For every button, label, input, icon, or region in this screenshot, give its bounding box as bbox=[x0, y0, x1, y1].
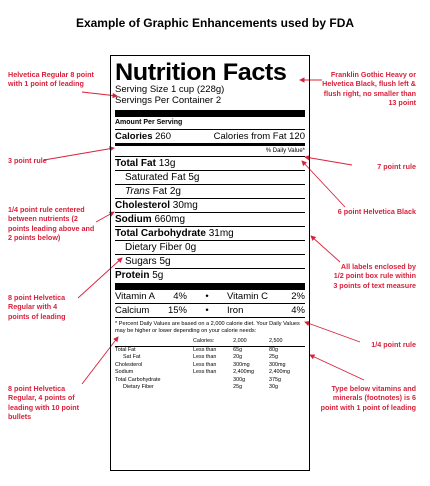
nutrient-row-total-carbohydrate: Total Carbohydrate 31mg bbox=[115, 226, 305, 240]
page-title: Example of Graphic Enhancements used by FDA bbox=[75, 16, 355, 30]
annotation-quarter-rule-centered: 1/4 point rule centered between nutrients (2 points leading above and 2 points below) bbox=[8, 205, 95, 243]
calories-label: Calories bbox=[115, 130, 153, 142]
arrow-7-point-rule bbox=[305, 157, 352, 165]
annotation-3-point-rule: 3 point rule bbox=[8, 156, 47, 165]
footnote-text: * Percent Daily Values are based on a 2,000 calorie diet. Your Daily Values may be higher or lower depending on your calorie needs: bbox=[115, 320, 300, 335]
arrow-type-below-vitamins bbox=[310, 355, 364, 380]
table-row: Dietary Fiber 25g 30g bbox=[123, 384, 279, 391]
table-row: Total Carbohydrate 300g 375g bbox=[115, 376, 282, 383]
amount-per-serving: Amount Per Serving bbox=[115, 118, 183, 126]
annotation-7-point-rule: 7 point rule bbox=[377, 162, 416, 171]
annotation-franklin-gothic: Franklin Gothic Heavy or Helvetica Black, flush left & flush right, no smaller than 13 point bbox=[322, 70, 416, 108]
nutrient-row-saturated-fat: Saturated Fat 5g bbox=[115, 170, 305, 184]
nutrition-facts-title: Nutrition Facts bbox=[115, 59, 287, 86]
table-row: Sat Fat Less than 20g 25g bbox=[123, 354, 279, 361]
nutrient-row-protein: Protein 5g bbox=[115, 268, 305, 282]
arrow-box-rule bbox=[311, 236, 340, 262]
nutrient-row-sodium: Sodium 660mg bbox=[115, 212, 305, 226]
servings-per-container: Servings Per Container 2 bbox=[115, 94, 222, 106]
calories-row bbox=[115, 129, 305, 143]
annotation-helvetica-regular-8: Helvetica Regular 8 point with 1 point of leading bbox=[8, 70, 94, 89]
annotation-type-below-vitamins: Type below vitamins and minerals (footnotes) is 6 point with 1 point of leading bbox=[320, 384, 416, 412]
annotation-box-rule: All labels enclosed by 1/2 point box rule within 3 points of text measure bbox=[333, 262, 416, 290]
nutrient-row-trans-fat: Trans Fat 2g bbox=[115, 184, 305, 198]
daily-value-header: % Daily Value* bbox=[265, 147, 305, 154]
annotation-6-point-black: 6 point Helvetica Black bbox=[337, 207, 416, 216]
table-row: Total Fat Less than 65g 80g bbox=[115, 346, 279, 353]
vitamin-row: Vitamin A 4% • Vitamin C 2% bbox=[115, 290, 305, 302]
footnote-table-header: Calories: 2,000 2,500 bbox=[115, 338, 305, 346]
nutrition-facts-label bbox=[110, 55, 310, 471]
calories-from-fat: Calories from Fat 120 bbox=[213, 130, 305, 142]
vitamins-rule bbox=[115, 283, 305, 290]
annotation-helvetica-8-leading4: 8 point Helvetica Regular with 4 points of leading bbox=[8, 293, 66, 321]
footnote-rule bbox=[115, 317, 305, 318]
arrow-quarter-rule bbox=[305, 322, 360, 342]
serving-size: Serving Size 1 cup (228g) bbox=[115, 84, 225, 95]
table-row: Sodium Less than 2,400mg 2,400mg bbox=[115, 369, 290, 376]
table-row: Cholesterol Less than 300mg 300mg bbox=[115, 361, 286, 368]
nutrient-row-dietary-fiber: Dietary Fiber 0g bbox=[115, 240, 305, 254]
calories-value: 260 bbox=[155, 130, 171, 142]
vitamin-row: Calcium 15% • Iron 4% bbox=[115, 304, 305, 316]
arrow-3-point-rule bbox=[44, 148, 114, 160]
footnote-table bbox=[115, 338, 305, 392]
nutrient-row-sugars: Sugars 5g bbox=[115, 254, 305, 268]
annotation-quarter-rule: 1/4 point rule bbox=[371, 340, 416, 349]
annotation-helvetica-8-leading10: 8 point Helvetica Regular, 4 points of leading with 10 point bullets bbox=[8, 384, 80, 422]
seven-point-rule bbox=[115, 110, 305, 117]
nutrient-row-cholesterol: Cholesterol 30mg bbox=[115, 198, 305, 212]
nutrient-row-total-fat: Total Fat 13g bbox=[115, 156, 305, 170]
